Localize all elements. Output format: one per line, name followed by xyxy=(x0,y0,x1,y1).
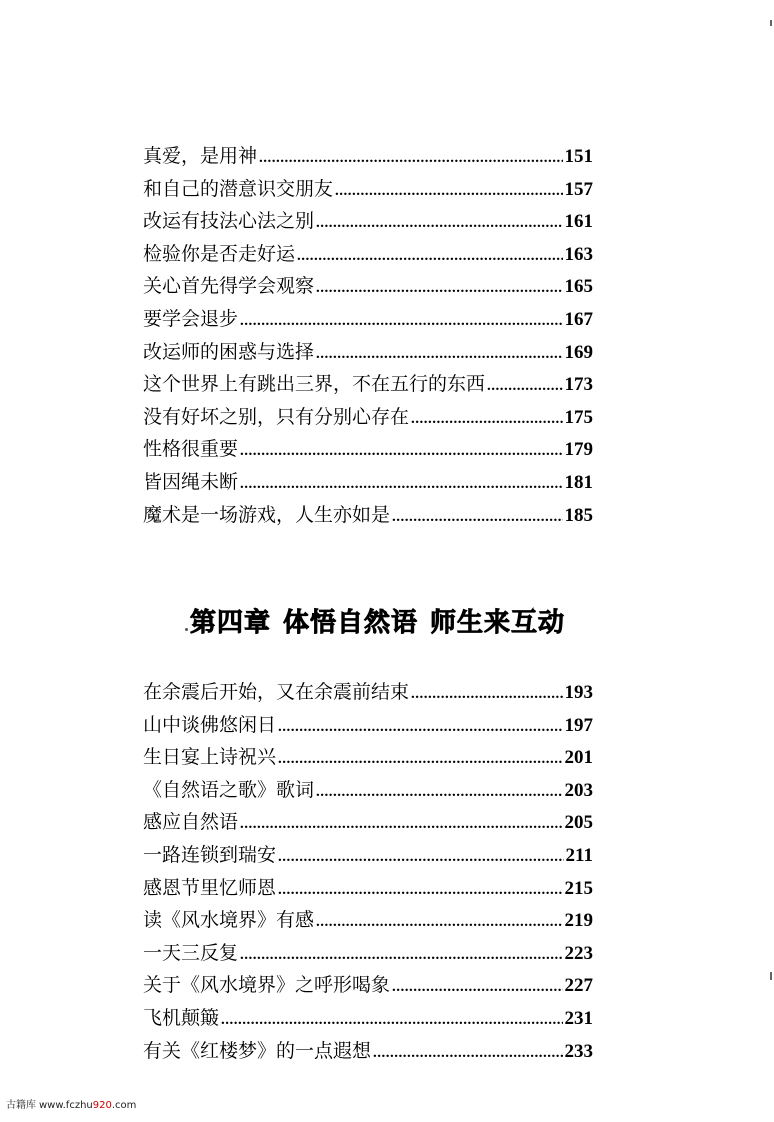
toc-dot-leader xyxy=(278,743,562,776)
toc-entry-page: 165 xyxy=(564,276,593,298)
toc-dot-leader xyxy=(240,939,562,972)
toc-entry-title: 这个世界上有跳出三界，不在五行的东西 xyxy=(143,373,486,396)
chapter-number: 第四章 xyxy=(190,608,272,638)
toc-entry-page: 219 xyxy=(564,910,593,932)
toc-entry-title: 性格很重要 xyxy=(143,438,239,461)
toc-entry-title: 关心首先得学会观察 xyxy=(143,275,315,298)
toc-entry-title: 感恩节里忆师恩 xyxy=(143,876,277,899)
toc-entry xyxy=(143,709,593,742)
toc-entry xyxy=(143,839,593,872)
toc-dot-leader xyxy=(240,305,562,338)
toc-dot-leader xyxy=(259,142,562,175)
toc-dot-leader xyxy=(316,207,562,240)
toc-entry-page: 193 xyxy=(564,682,593,703)
toc-entry-title: 真爱，是用神 xyxy=(143,145,258,167)
toc-entry-page: 157 xyxy=(564,178,593,200)
chapter-title-b: 师生来互动 xyxy=(430,608,566,638)
toc-dot-leader xyxy=(316,776,562,809)
toc-entry-title: 一路连锁到瑞安 xyxy=(143,843,277,866)
toc-entry-page: 215 xyxy=(564,877,593,899)
toc-entry-title: 和自己的潜意识交朋友 xyxy=(143,177,334,200)
toc-entry-title: 要学会退步 xyxy=(143,307,239,330)
toc-entry xyxy=(143,872,593,905)
toc-dot-leader xyxy=(278,711,562,744)
toc-entry xyxy=(143,303,593,336)
toc-entry-title: 改运师的困惑与选择 xyxy=(143,340,315,363)
toc-entry-title: 检验你是否走好运 xyxy=(143,242,296,265)
toc-dot-leader xyxy=(316,338,562,371)
toc-dot-leader xyxy=(316,906,562,939)
scan-edge-mark xyxy=(770,972,772,980)
toc-entry xyxy=(143,1002,593,1035)
toc-entry-page: 205 xyxy=(564,812,593,834)
toc-dot-leader xyxy=(240,808,562,841)
toc-entry-page: 167 xyxy=(564,308,593,330)
toc-entry xyxy=(143,937,593,970)
ink-speck xyxy=(185,628,188,631)
toc-entry xyxy=(143,173,593,206)
toc-entry-page: 203 xyxy=(564,779,593,801)
toc-dot-leader xyxy=(316,272,562,305)
watermark-url xyxy=(39,1100,136,1111)
toc-entry-page: 175 xyxy=(564,406,593,428)
toc-entry-page: 169 xyxy=(564,341,593,363)
toc-entry-page: 197 xyxy=(564,714,593,736)
toc-entry-title: 关于《风水境界》之呼形喝象 xyxy=(143,974,391,997)
toc-entry xyxy=(143,140,593,173)
toc-entry xyxy=(143,466,593,499)
toc-dot-leader xyxy=(373,1037,562,1070)
toc-entry-page: 151 xyxy=(564,146,593,167)
toc-entry xyxy=(143,774,593,807)
toc-entry-page: 223 xyxy=(564,942,593,964)
toc-entry-page: 231 xyxy=(564,1007,593,1029)
toc-dot-leader xyxy=(278,874,562,907)
toc-section-1 xyxy=(143,140,593,531)
toc-entry-title: 生日宴上诗祝兴 xyxy=(143,746,277,769)
toc-entry xyxy=(143,499,593,532)
toc-entry-page: 201 xyxy=(564,747,593,769)
toc-dot-leader xyxy=(392,971,562,1004)
toc-entry xyxy=(143,904,593,937)
toc-dot-leader xyxy=(411,403,562,436)
toc-entry xyxy=(143,1035,593,1068)
toc-dot-leader xyxy=(240,468,562,501)
watermark-site-name: 古籍库 xyxy=(6,1100,36,1111)
toc-entry-page: 161 xyxy=(564,211,593,233)
toc-entry-title: 读《风水境界》有感 xyxy=(143,909,315,932)
toc-entry-title: 感应自然语 xyxy=(143,811,239,834)
toc-dot-leader xyxy=(297,240,562,273)
toc-entry-title: 山中谈佛悠闲日 xyxy=(143,713,277,736)
toc-entry xyxy=(143,806,593,839)
watermark-footer xyxy=(6,1096,136,1111)
toc-entry xyxy=(143,368,593,401)
toc-entry-page: 227 xyxy=(564,975,593,997)
toc-entry xyxy=(143,741,593,774)
toc-dot-leader xyxy=(240,435,562,468)
toc-dot-leader xyxy=(392,501,562,534)
toc-entry xyxy=(143,401,593,434)
toc-section-2 xyxy=(143,676,593,1067)
toc-dot-leader xyxy=(487,370,562,403)
toc-entry-title: 《自然语之歌》歌词 xyxy=(143,778,315,801)
toc-entry xyxy=(143,270,593,303)
toc-dot-leader xyxy=(411,678,562,711)
toc-entry xyxy=(143,238,593,271)
scan-edge-mark xyxy=(770,20,772,26)
toc-entry-title: 飞机颠簸 xyxy=(143,1006,220,1029)
toc-dot-leader xyxy=(278,841,564,874)
toc-entry-page: 181 xyxy=(564,471,593,493)
toc-entry-page: 211 xyxy=(565,844,593,866)
toc-entry-page: 173 xyxy=(564,374,593,396)
toc-entry-page: 163 xyxy=(564,243,593,265)
toc-entry xyxy=(143,433,593,466)
toc-entry-page: 179 xyxy=(564,439,593,461)
watermark-url-prefix: www.fczhu xyxy=(39,1100,93,1111)
toc-entry-title: 一天三反复 xyxy=(143,941,239,964)
chapter-heading xyxy=(190,602,610,639)
toc-dot-leader xyxy=(221,1004,562,1037)
toc-entry xyxy=(143,336,593,369)
toc-entry-title: 魔术是一场游戏，人生亦如是 xyxy=(143,503,391,526)
toc-entry-title: 在余震后开始，又在余震前结束 xyxy=(143,681,410,703)
toc-entry-title: 没有好坏之别，只有分别心存在 xyxy=(143,405,410,428)
toc-entry-page: 233 xyxy=(564,1040,593,1062)
toc-dot-leader xyxy=(335,175,562,208)
toc-entry-title: 有关《红楼梦》的一点遐想 xyxy=(143,1039,372,1062)
toc-entry xyxy=(143,676,593,709)
toc-entry xyxy=(143,205,593,238)
toc-entry-title: 皆因绳未断 xyxy=(143,470,239,493)
toc-entry-page: 185 xyxy=(564,504,593,526)
toc-entry-title: 改运有技法心法之别 xyxy=(143,210,315,233)
chapter-title-a: 体悟自然语 xyxy=(283,608,419,638)
watermark-url-suffix: .com xyxy=(111,1100,137,1111)
toc-entry xyxy=(143,969,593,1002)
watermark-url-highlight: 920 xyxy=(92,1100,112,1111)
